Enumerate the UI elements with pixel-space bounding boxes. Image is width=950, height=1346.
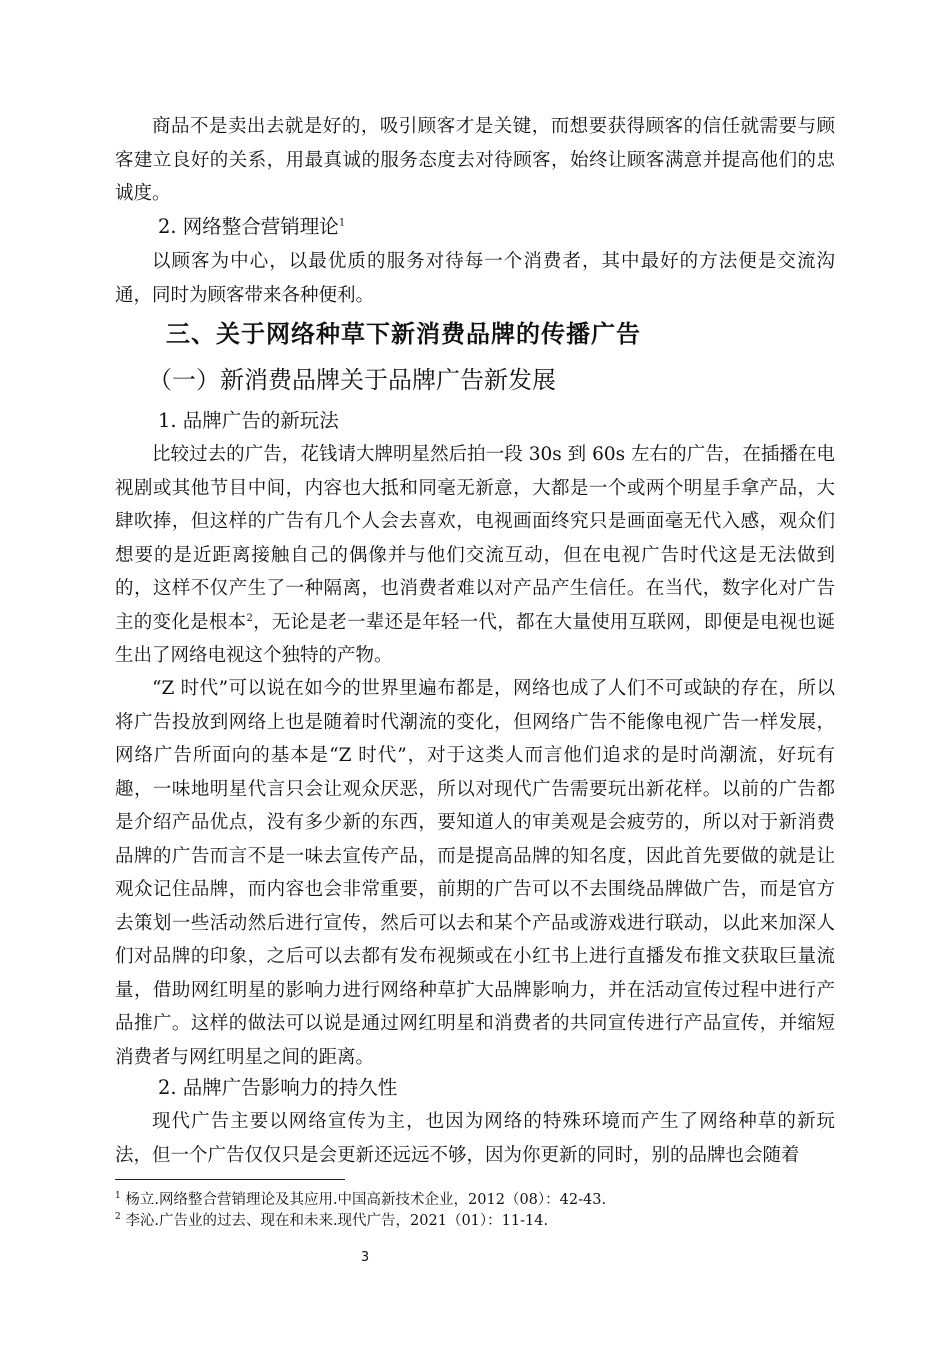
paragraph-z-generation: “Z 时代”可以说在如今的世界里遍布都是，网络也成了人们不可或缺的存在，所以将广告投放到网络上也是随着时代潮流的变化，但网络广告不能像电视广告一样发展，网络广告所面向的基本是“Z 时代”，对于这类人而言他们追求的是时尚潮流，好玩有趣，一味地明星代言只会让观众厌恶，所以对现代广告需要玩出新花样。以前的广告都是介绍产品优点，没有多少新的东西，要知道人的审美观是会疲劳的，所以对于新消费品牌的广告而言不是一味去宣传产品，而是提高品牌的知名度，因此首先要做的就是让观众记住品牌，而内容也会非常重要，前期的广告可以不去围绕品牌做广告，而是官方去策划一些活动然后进行宣传，然后可以去和某个产品或游戏进行联动，以此来加深人们对品牌的印象，之后可以去都有发布视频或在小红书上进行直播发布推文获取巨量流量，借助网红明星的影响力进行网络种草扩大品牌影响力，并在活动宣传过程中进行产品推广。这样的做法可以说是通过网红明星和消费者的共同宣传进行产品宣传，并缩短消费者与网红明星之间的距离。 [115,678,835,1068]
paragraph-tv-ads [115,438,835,673]
footnote-ref-2[interactable]: 2 [246,612,253,624]
footnote-mark: 1 [115,1191,121,1202]
paragraph-modern-ads: 现代广告主要以网络宣传为主，也因为网络的特殊环境而产生了网络种草的新玩法，但一个广告仅仅只是会更新还远远不够，因为你更新的同时，别的品牌也会随着 [115,1111,835,1166]
paragraph-text-a: 比较过去的广告，花钱请大牌明星然后拍一段 30s 到 60s 左右的广告，在插播在电视剧或其他节目中间，内容也大抵和同毫无新意，大都是一个或两个明星手拿产品，大肆吹捧，但这样的广告有几个人会去喜欢，电视画面终究只是画面毫无代入感，观众们想要的是近距离接触自己的偶像并与他们交流互动，但在电视广告时代这是无法做到的，这样不仅产生了一种隔离，也消费者难以对产品产生信任。在当代，数字化对广告主的变化是根本 [115,444,835,633]
footnote-2 [115,1209,835,1233]
paragraph-customer-loyalty: 商品不是卖出去就是好的，吸引顾客才是关键，而想要获得顾客的信任就需要与顾客建立良好的关系，用最真诚的服务态度去对待顾客，始终让顾客满意并提高他们的忠诚度。 [115,116,835,204]
heading-brand-ad-lasting-influence: 2. 品牌广告影响力的持久性 [158,1076,398,1099]
footnote-ref-1[interactable]: 1 [338,217,346,229]
subsection-title: （一）新消费品牌关于品牌广告新发展 [148,366,556,394]
heading-brand-ad-new-play: 1. 品牌广告的新玩法 [158,409,339,432]
paragraph-customer-centric: 以顾客为中心，以最优质的服务对待每一个消费者，其中最好的方法便是交流沟通，同时为顾客带来各种便利。 [115,251,835,306]
heading-network-integrated-marketing [158,211,345,239]
paragraph-text-b: ，无论是老一辈还是年轻一代，都在大量使用互联网，即便是电视也诞生出了网络电视这个独特的产物。 [115,611,835,666]
footnote-text: 杨立.网络整合营销理论及其应用.中国高新技术企业，2012（08）：42-43. [125,1192,607,1208]
footnote-divider [115,1179,345,1180]
page-number: 3 [360,1250,370,1265]
heading-text: 2. 网络整合营销理论 [158,215,339,238]
footnote-mark: 2 [115,1212,121,1223]
footnote-text: 李沁.广告业的过去、现在和未来.现代广告，2021（01）：11-14. [125,1213,549,1229]
section-title: 三、关于网络种草下新消费品牌的传播广告 [166,320,641,348]
